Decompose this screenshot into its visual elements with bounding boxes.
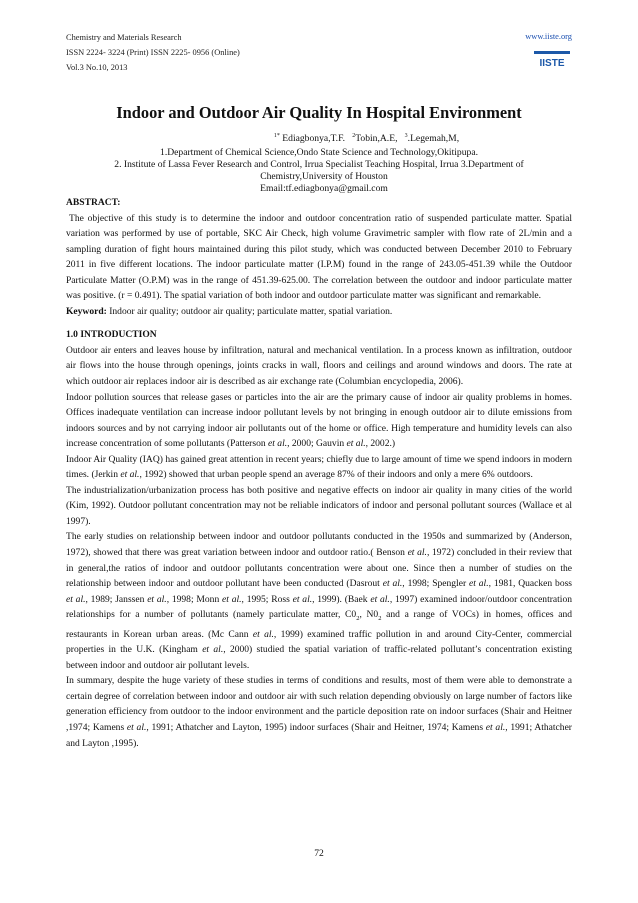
paper-body [66,195,572,751]
abstract-text: The objective of this study is to determine the indoor and outdoor concentration ratio of suspended particulate matter. Spatial variation was performed by use of portable, SKC Air Check, high volume Gravimetric sampler with flow rate of 2L/min and a sampling duration of fight hours maintained during this pilot study, which was conducted between December 2010 to February 2011 in five different locations. The indoor particulate matter (I.P.M) found in the range of 243.05-451.39 while the Outdoor Particulate Matter (O.P.M) was in the range of 451.39-625.00. The correlation between the outdoor and indoor particulate matter was positive. (r = 0.491). The spatial variation of both indoor and outdoor particulate matter was significant and remarkable. [66,212,572,302]
author3: .Legemah,M, [407,133,460,145]
affiliation-2: 2. Institute of Lassa Fever Research and Control, Irrua Specialist Teaching Hospital, Irrua 3.Department of [114,159,524,170]
keywords-text: Indoor air quality; outdoor air quality; particulate matter, spatial variation. [106,305,393,317]
intro-paragraph-4: The industrialization/urbanization process has both positive and negative effects on indoor air quality in many cities of the world (Kim, 1992). Outdoor pollutant concentration may not be reliable indicators of indoor and personal pollutant sources (Wallace et al 1997). [66,484,572,527]
issn-line: ISSN 2224- 3224 (Print) ISSN 2225- 0956 (Online) [66,48,240,57]
intro-paragraph-3: Indoor Air Quality (IAQ) has gained great attention in recent years; chiefly due to large amount of time we spend indoors in modern times. (Jerkin et al., 1992) showed that urban people spend an average 87% of their indoors and only a mere 6% outdoors. [66,453,572,481]
iiste-logo [532,48,572,70]
intro-heading: 1.0 INTRODUCTION [66,329,157,341]
volume-line: Vol.3 No.10, 2013 [66,63,128,72]
intro-paragraph-1: Outdoor air enters and leaves house by infiltration, natural and mechanical ventilation. In a process known as infiltration, outdoor air flows into the house through openings, joints cracks in wall, floors and ceilings and around windows and doors. The rate at which outdoor air replaces indoor air is described as air exchange rate (Columbian encyclopedia, 2006). [66,344,572,388]
author3-sup: 3 [404,133,408,139]
author2-sup: 2 [352,133,356,139]
page-number: 72 [314,848,324,859]
journal-name: Chemistry and Materials Research [66,33,182,42]
intro-paragraph-6: In summary, despite the huge variety of these studies in terms of conditions and results, most of them were able to demonstrate a certain degree of correlation between indoor and outdoor air with such relation depending obviously on large number of factors like generation efficiency from outdoor to the indoor environment and the particle deposition rate on indoor surfaces (Shair and Heitner ,1974; Kamens et al., 1991; Athatcher and Layton, 1995) indoor surfaces (Shair and Heitner, 1974; Kamens et al., 1991; Athatcher and Layton ,1995). [66,675,572,749]
paper-title: Indoor and Outdoor Air Quality In Hospital Environment [116,103,522,122]
intro-paragraph-2: Indoor pollution sources that release gases or particles into the air are the primary cause of indoor air quality problems in homes. Offices inadequate ventilation can increase indoor pollutant levels by not bringing in enough outdoor air to dilute emissions from indoors sources and by not carrying indoor air pollutants out of the home or office. High temperature and humidity levels can also increase concentration of some pollutants (Patterson et al., 2000; Gauvin et al., 2002.) [66,391,572,450]
abstract-heading: ABSTRACT: [66,197,121,208]
author-line [66,130,572,145]
journal-url-link[interactable]: www.iiste.org [525,32,572,41]
author-email: Email:tf.ediagbonya@gmail.com [260,183,388,194]
keywords-label: Keyword: [66,305,107,317]
keywords-line [66,304,572,320]
author1-sup: 1* [273,133,280,139]
svg-text:IISTE: IISTE [539,58,565,69]
affiliation-1: 1.Department of Chemical Science,Ondo State Science and Technology,Okitipupa. [160,147,478,158]
affiliation-3: Chemistry,University of Houston [260,171,388,182]
author1: Ediagbonya,T.F. [282,133,346,145]
intro-paragraph-5: The early studies on relationship between indoor and outdoor pollutants conducted in the 1950s and summarized by (Anderson, 1972), showed that there was great variation between indoor and outdoor ratio.( Benson et al., 1972) concluded in their review that in general,the ratios of indoor and outdoor pollutants concentration were about one. Since then a number of studies on the relationship between indoor and outdoor pollutant have been conducted (Dasrout et al., 1998; Spengler et al., 1981, Quacken boss et al., 1989; Janssen et al., 1998; Monn et al., 1995; Ross et al., 1999). (Baek et al., 1997) examined indoor/outdoor concentration relationships for a number of pollutants (namely particulate matter, $C0_2$, $N0_2$ and a range of VOCs) in homes, offices and restaurants in Korean urban areas. (Mc Cann et al., 1999) examined traffic pollution in and around City-Center, commercial properties in the U.K. (Kingham et al., 2000) studied the spatial variation of traffic-related pollutant’s concentration existing between indoor and outdoor air pollutant levels. [66,531,573,671]
author2: Tobin,A.E, [355,133,398,145]
